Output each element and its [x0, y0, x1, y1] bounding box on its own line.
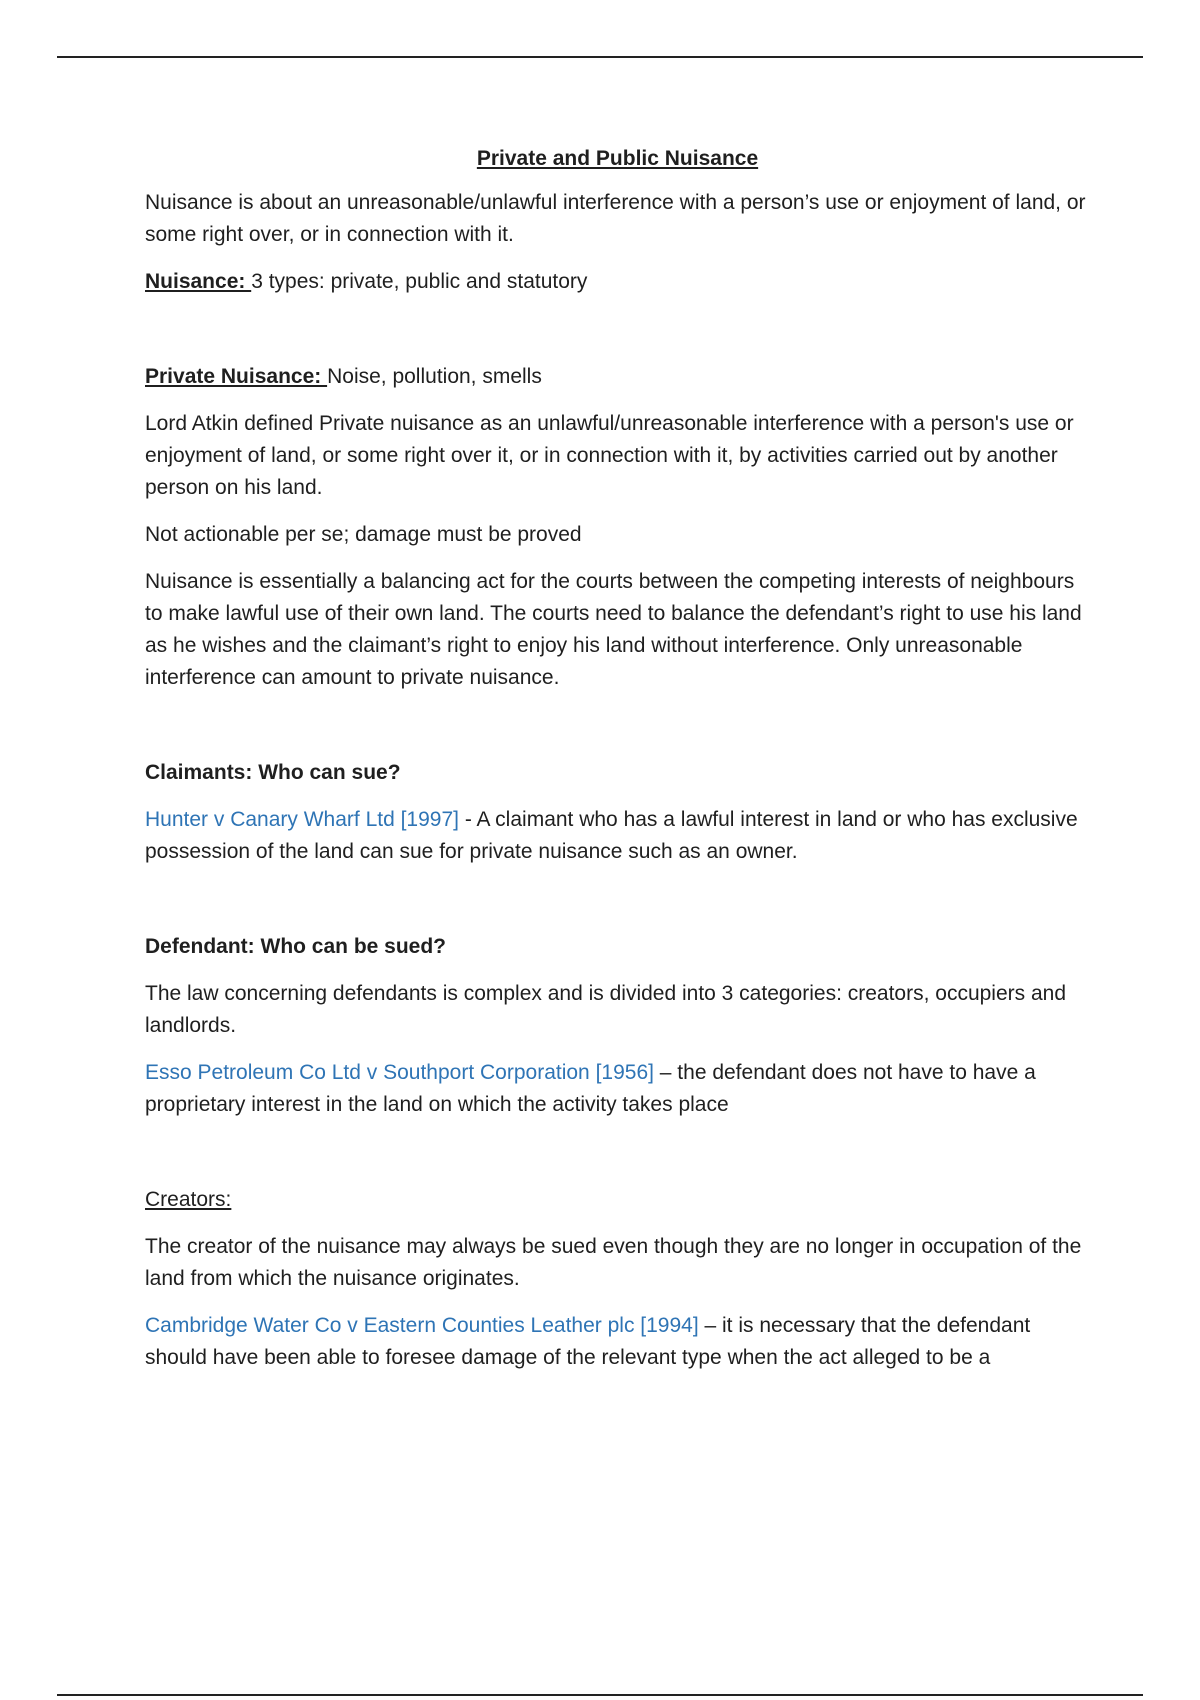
claimants-case-paragraph [145, 804, 1090, 868]
private-nuisance-paragraph [145, 361, 1090, 393]
header-rule [57, 56, 1143, 58]
defendants-case-paragraph [145, 1057, 1090, 1121]
creators-case-text: – it is necessary that the defendant should have been able to foresee damage of the relevant type when the act alleged to be a [145, 1314, 1031, 1369]
defendants-case-text: – the defendant does not have to have a proprietary interest in the land on which the activity takes place [145, 1061, 1036, 1116]
claimants-case-text: - A claimant who has a lawful interest in land or who has exclusive possession of the land can sue for private nuisance such as an owner. [145, 808, 1078, 863]
document-title: Private and Public Nuisance [476, 147, 759, 170]
footer-rule [57, 1694, 1143, 1696]
private-nuisance-text: Noise, pollution, smells [327, 365, 542, 388]
creators-case-paragraph [145, 1310, 1090, 1374]
creators-paragraph: The creator of the nuisance may always be sued even though they are no longer in occupation of the land from which the nuisance originates. [145, 1235, 1082, 1290]
case-citation-cambridge: Cambridge Water Co v Eastern Counties Leather plc [1994] [145, 1314, 699, 1337]
intro-paragraph: Nuisance is about an unreasonable/unlawful interference with a person’s use or enjoyment of land, or some right over, or in connection with it. [145, 191, 1086, 246]
defendants-paragraph: The law concerning defendants is complex and is divided into 3 categories: creators, occupiers and landlords. [145, 982, 1067, 1037]
case-citation-esso: Esso Petroleum Co Ltd v Southport Corporation [1956] [145, 1061, 654, 1084]
balancing-paragraph: Nuisance is essentially a balancing act for the courts between the competing interests of neighbours to make lawful use of their own land. The courts need to balance the defendant’s right to use his land as he wishes and the claimant’s right to enjoy his land without interference. Only unreasonable interference can amount to private nuisance. [145, 570, 1082, 689]
definition-paragraph: Lord Atkin defined Private nuisance as an unlawful/unreasonable interference with a person's use or enjoyment of land, or some right over it, or in connection with it, by activities carried out by another person on his land. [145, 412, 1074, 499]
document-body [145, 143, 1090, 1389]
creators-heading: Creators: [145, 1188, 232, 1211]
private-nuisance-label: Private Nuisance: [145, 365, 328, 388]
types-paragraph [145, 266, 1090, 298]
types-label: Nuisance: [145, 270, 252, 293]
case-citation-hunter: Hunter v Canary Wharf Ltd [1997] [145, 808, 459, 831]
defendants-heading: Defendant: Who can be sued? [145, 935, 447, 958]
actionable-paragraph: Not actionable per se; damage must be proved [145, 523, 582, 546]
claimants-heading: Claimants: Who can sue? [145, 761, 401, 784]
types-text: 3 types: private, public and statutory [251, 270, 588, 293]
